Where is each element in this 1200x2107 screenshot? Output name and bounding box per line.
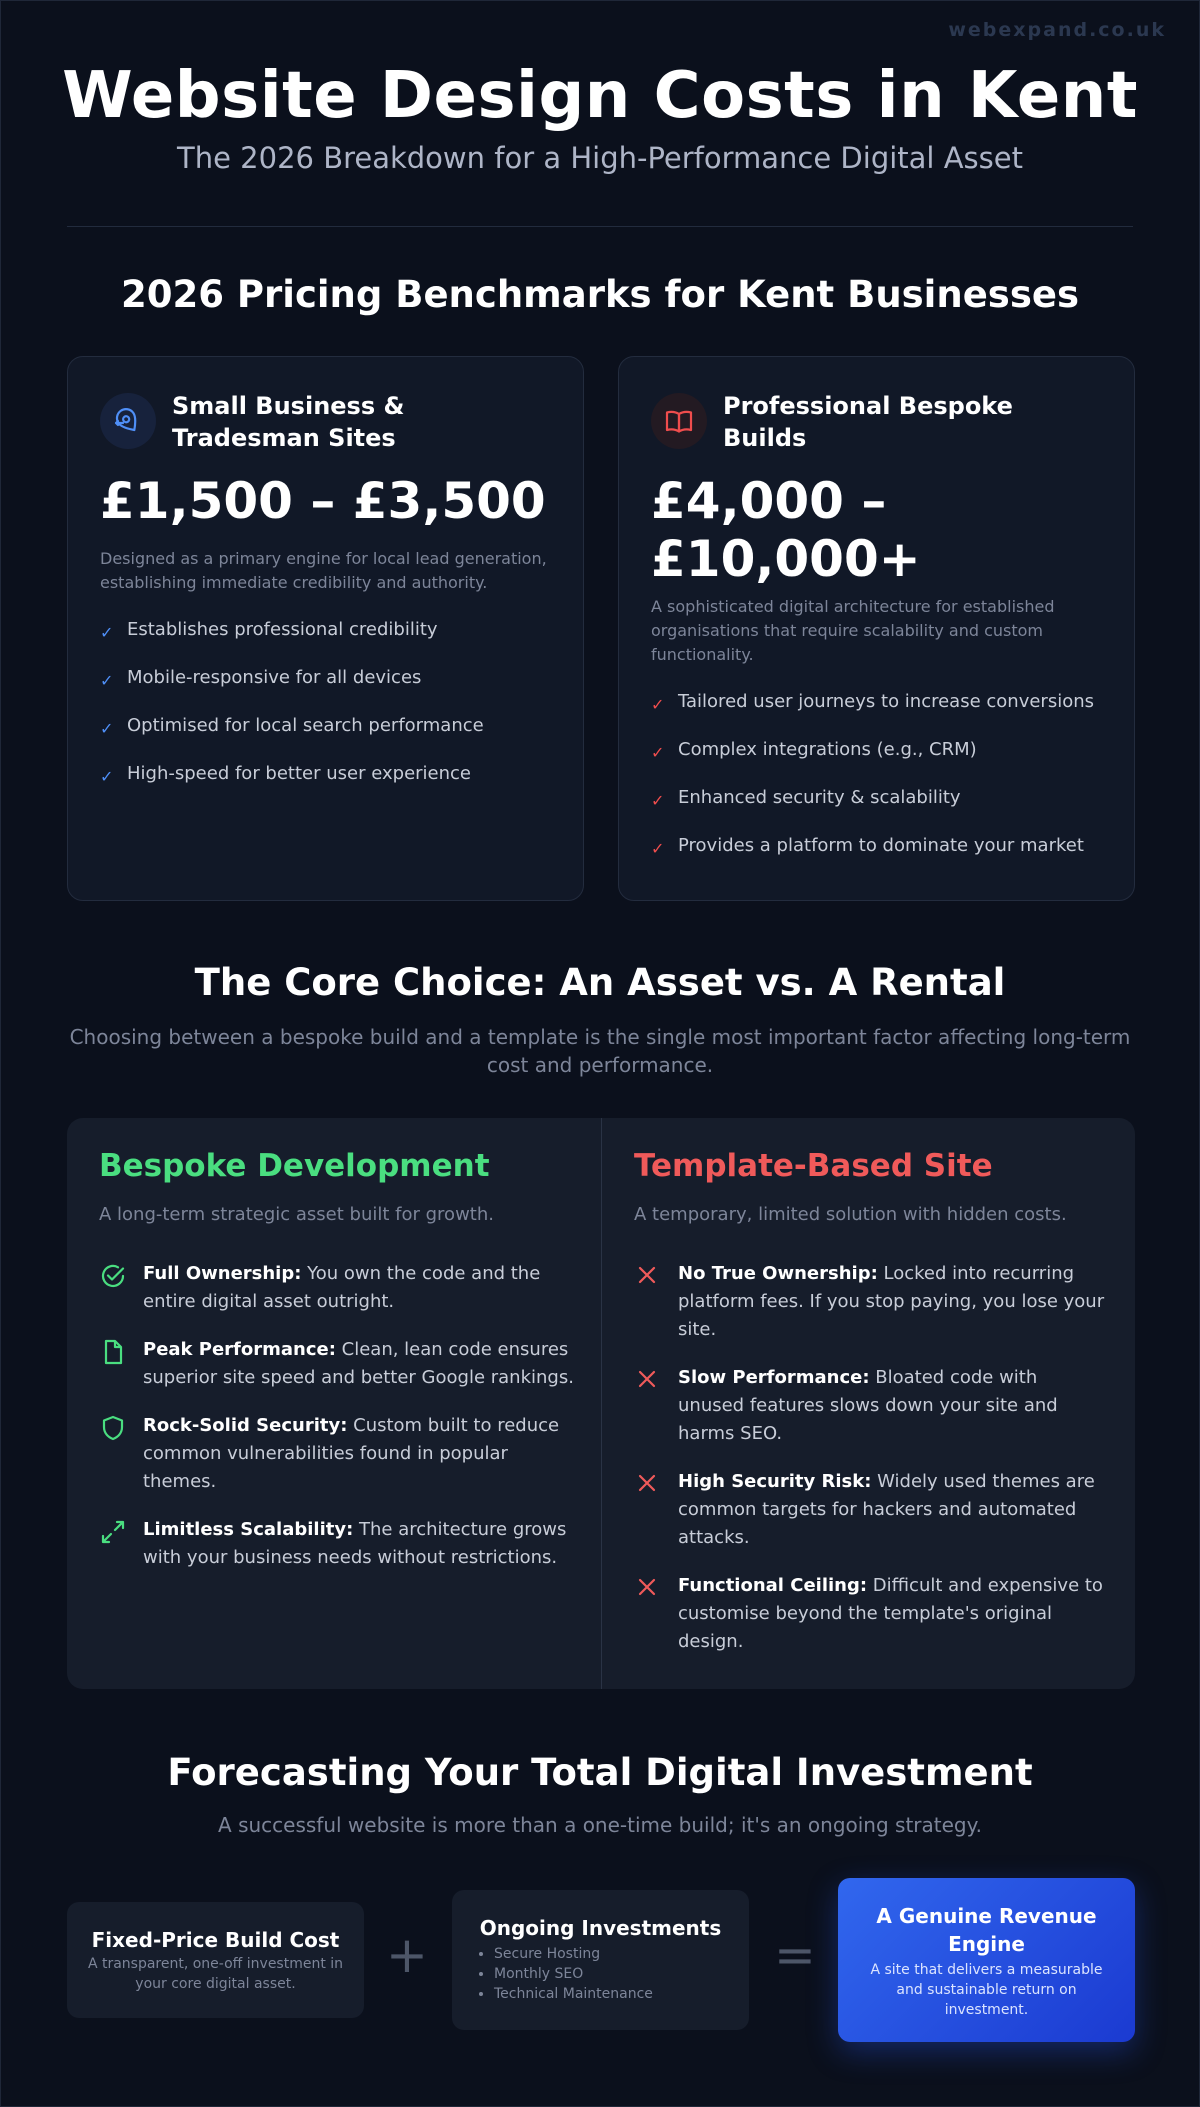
feature-item: ✓ Enhanced security & scalability bbox=[651, 787, 961, 810]
list-item: No True Ownership: Locked into recurring platform fees. If you stop paying, you lose your site. bbox=[634, 1260, 1109, 1344]
pricing-card-description: Designed as a primary engine for local lead generation, establishing immediate credibility and authority. bbox=[100, 549, 547, 592]
list-item: High Security Risk: Widely used themes are common targets for hackers and automated attacks. bbox=[634, 1468, 1109, 1552]
feature-item: ✓ Establishes professional credibility bbox=[100, 619, 438, 642]
check-icon: ✓ bbox=[651, 839, 665, 858]
pricing-card-small-business bbox=[67, 356, 584, 901]
equals-operator: = bbox=[774, 1926, 816, 1984]
build-cost-description: A transparent, one-off investment in your core digital asset. bbox=[87, 1956, 344, 1992]
choice-section-subtitle: Choosing between a bespoke build and a template is the single most important factor affecting long-term cost and performance. bbox=[69, 1025, 1131, 1077]
page-subtitle: The 2026 Breakdown for a High-Performance Digital Asset bbox=[177, 141, 1023, 175]
list-item: Rock-Solid Security: Custom built to reduce common vulnerabilities found in popular themes. bbox=[99, 1412, 574, 1496]
bespoke-list bbox=[99, 1260, 574, 1592]
feature-list bbox=[100, 619, 570, 811]
ongoing-list bbox=[474, 1944, 727, 2004]
investment-section-title: Forecasting Your Total Digital Investment bbox=[167, 1751, 1033, 1794]
ongoing-investments-box bbox=[452, 1890, 749, 2030]
check-icon: ✓ bbox=[651, 743, 665, 762]
check-circle-icon bbox=[99, 1260, 143, 1316]
feature-item: ✓ Optimised for local search performance bbox=[100, 715, 484, 738]
list-item: Functional Ceiling: Difficult and expensive to customise beyond the template's original design. bbox=[634, 1572, 1109, 1656]
price-range: £1,500 – £3,500 bbox=[100, 472, 546, 530]
file-icon bbox=[99, 1336, 143, 1392]
list-item: Slow Performance: Bloated code with unused features slows down your site and harms SEO. bbox=[634, 1364, 1109, 1448]
check-icon: ✓ bbox=[100, 623, 114, 642]
x-icon bbox=[634, 1572, 678, 1656]
x-icon bbox=[634, 1364, 678, 1448]
check-icon: ✓ bbox=[100, 671, 114, 690]
x-icon bbox=[634, 1260, 678, 1344]
pricing-section-title: 2026 Pricing Benchmarks for Kent Businesses bbox=[121, 273, 1079, 316]
check-icon: ✓ bbox=[100, 767, 114, 786]
comparison-panel bbox=[67, 1118, 1135, 1689]
bespoke-subtitle: A long-term strategic asset built for growth. bbox=[99, 1204, 494, 1225]
list-item: • Technical Maintenance bbox=[494, 1984, 727, 2004]
check-icon: ✓ bbox=[651, 695, 665, 714]
page-title: Website Design Costs in Kent bbox=[62, 59, 1138, 133]
price-range: £4,000 – £10,000+ bbox=[651, 472, 921, 588]
shield-icon bbox=[99, 1412, 143, 1496]
bespoke-column bbox=[67, 1118, 601, 1689]
build-cost-box bbox=[67, 1902, 364, 2018]
brand-watermark: webexpand.co.uk bbox=[948, 19, 1166, 41]
list-item: Peak Performance: Clean, lean code ensures superior site speed and better Google rankings. bbox=[99, 1336, 574, 1392]
template-subtitle: A temporary, limited solution with hidden costs. bbox=[634, 1204, 1067, 1225]
feature-item: ✓ Mobile-responsive for all devices bbox=[100, 667, 422, 690]
feature-item: ✓ Provides a platform to dominate your market bbox=[651, 835, 1084, 858]
expand-arrows-icon bbox=[99, 1516, 143, 1572]
pricing-card-title: Professional Bespoke Builds bbox=[723, 392, 1013, 452]
list-item: • Secure Hosting bbox=[494, 1944, 727, 1964]
feature-item: ✓ High-speed for better user experience bbox=[100, 763, 471, 786]
pricing-card-description: A sophisticated digital architecture for established organisations that require scalability and custom functionality. bbox=[651, 597, 1055, 664]
feature-item: ✓ Complex integrations (e.g., CRM) bbox=[651, 739, 977, 762]
plus-operator: + bbox=[386, 1926, 428, 1984]
bespoke-title: Bespoke Development bbox=[99, 1148, 490, 1184]
template-title: Template-Based Site bbox=[634, 1148, 993, 1184]
investment-section-subtitle: A successful website is more than a one-time build; it's an ongoing strategy. bbox=[218, 1813, 982, 1837]
choice-section-title: The Core Choice: An Asset vs. A Rental bbox=[194, 961, 1006, 1004]
x-icon bbox=[634, 1468, 678, 1552]
template-list bbox=[634, 1260, 1109, 1676]
list-item: Limitless Scalability: The architecture grows with your business needs without restrictions. bbox=[99, 1516, 574, 1572]
feature-list bbox=[651, 691, 1121, 883]
location-pin-icon bbox=[100, 393, 156, 449]
revenue-title: A Genuine Revenue Engine bbox=[876, 1904, 1097, 1956]
revenue-engine-box bbox=[838, 1878, 1135, 2042]
ongoing-title: Ongoing Investments bbox=[479, 1916, 722, 1940]
check-icon: ✓ bbox=[651, 791, 665, 810]
template-column bbox=[601, 1118, 1135, 1689]
feature-item: ✓ Tailored user journeys to increase conversions bbox=[651, 691, 1095, 714]
pricing-card-title: Small Business & Tradesman Sites bbox=[172, 392, 405, 452]
revenue-description: A site that delivers a measurable and sustainable return on investment. bbox=[870, 1962, 1103, 2018]
header-divider bbox=[67, 226, 1133, 227]
open-book-icon bbox=[651, 393, 707, 449]
pricing-card-bespoke bbox=[618, 356, 1135, 901]
build-cost-title: Fixed-Price Build Cost bbox=[91, 1928, 340, 1952]
check-icon: ✓ bbox=[100, 719, 114, 738]
list-item: Full Ownership: You own the code and the entire digital asset outright. bbox=[99, 1260, 574, 1316]
list-item: • Monthly SEO bbox=[494, 1964, 727, 1984]
